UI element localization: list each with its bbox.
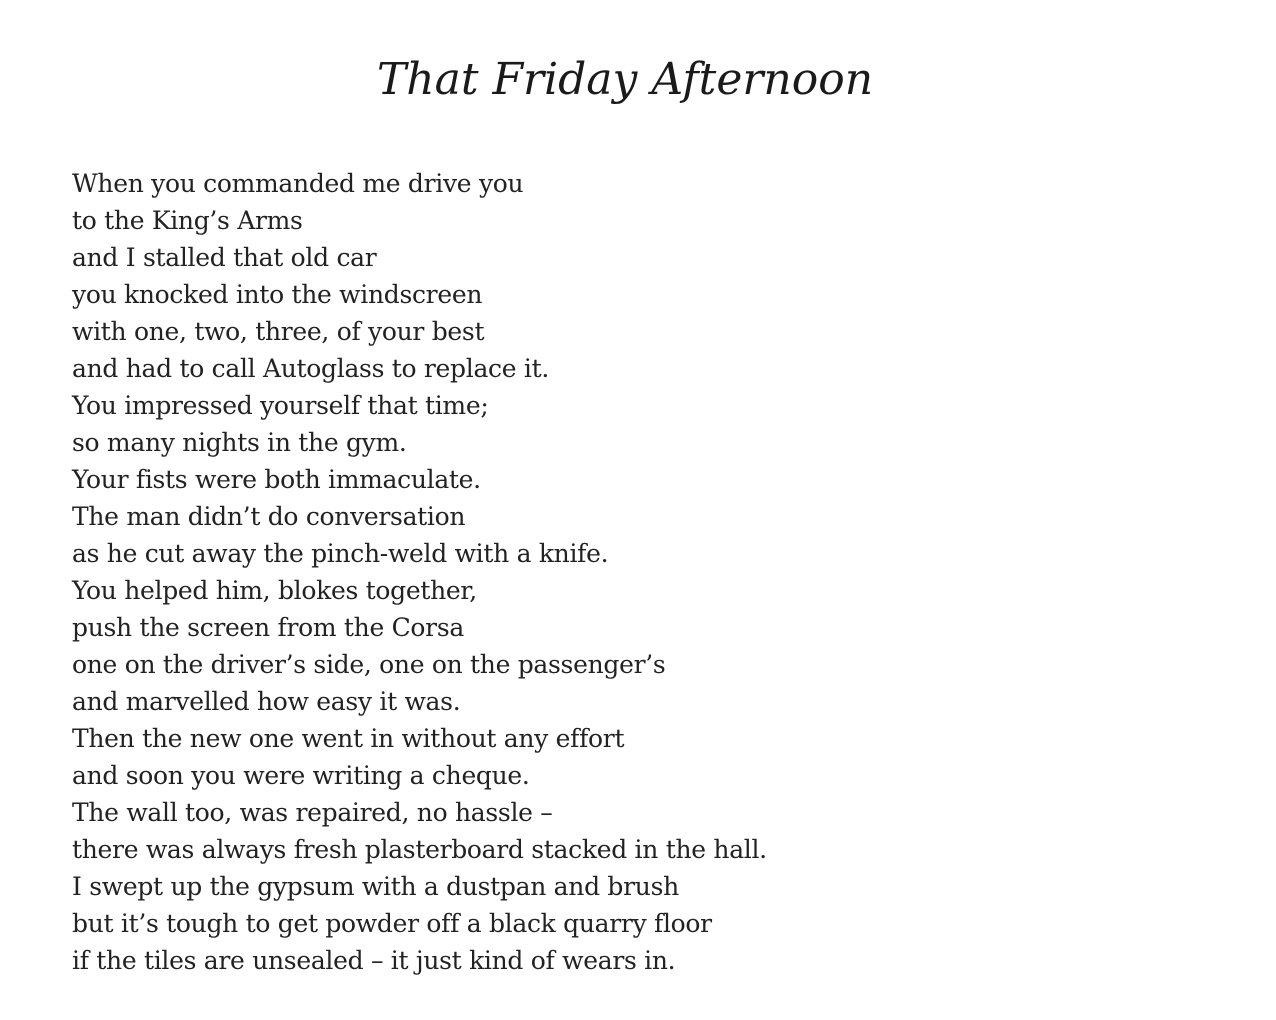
- poem-line: and soon you were writing a cheque.: [72, 761, 530, 790]
- poem-line: there was always fresh plasterboard stacked in the hall.: [72, 835, 767, 864]
- poem-title: That Friday Afternoon: [376, 54, 874, 105]
- poem-body: [72, 165, 767, 979]
- poem-line: I swept up the gypsum with a dustpan and brush: [72, 872, 679, 901]
- poem-line: push the screen from the Corsa: [72, 613, 464, 642]
- poem-line: Your fists were both immaculate.: [72, 465, 481, 494]
- poem-line: one on the driver’s side, one on the passenger’s: [72, 650, 666, 679]
- poem-line: and marvelled how easy it was.: [72, 687, 461, 716]
- poem-line: but it’s tough to get powder off a black quarry floor: [72, 909, 712, 938]
- poem-line: The man didn’t do conversation: [72, 502, 466, 531]
- poem-line: You impressed yourself that time;: [72, 391, 489, 420]
- poem-line: if the tiles are unsealed – it just kind of wears in.: [72, 946, 676, 975]
- poem-line: so many nights in the gym.: [72, 428, 407, 457]
- poem-line: You helped him, blokes together,: [72, 576, 477, 605]
- poem-line: to the King’s Arms: [72, 206, 303, 235]
- poem-line: and I stalled that old car: [72, 243, 377, 272]
- poem-line: When you commanded me drive you: [72, 169, 524, 198]
- poem-line: as he cut away the pinch-weld with a knife.: [72, 539, 609, 568]
- poem-line: The wall too, was repaired, no hassle –: [72, 798, 553, 827]
- poem-line: you knocked into the windscreen: [72, 280, 483, 309]
- poem-line: Then the new one went in without any effort: [72, 724, 625, 753]
- poem-line: with one, two, three, of your best: [72, 317, 485, 346]
- poem-line: and had to call Autoglass to replace it.: [72, 354, 549, 383]
